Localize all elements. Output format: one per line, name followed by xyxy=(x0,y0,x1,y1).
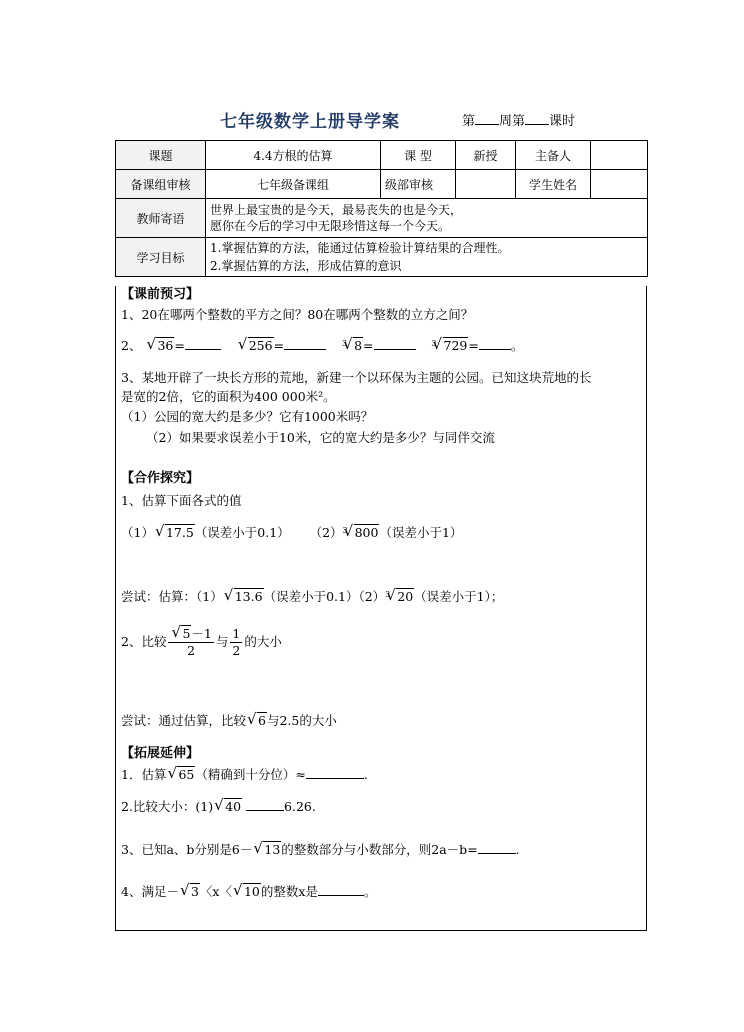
type-label: 课 型 xyxy=(381,141,456,170)
topic-label: 课题 xyxy=(116,141,206,170)
type-value: 新授 xyxy=(456,141,516,170)
preview-q3-line2: 是宽的2倍，它的面积为400 000米²。 xyxy=(121,389,336,404)
info-table xyxy=(115,140,648,277)
cbrt-8: √ 8 xyxy=(344,337,363,355)
topic-value: 4.4方根的估算 xyxy=(206,141,381,170)
coop-try1: 尝试：估算：（1）√ 13.6（误差小于$0.1)(2)^3√$ 20（误差小于1）； xyxy=(121,588,503,606)
sqrt-6: √ 6 xyxy=(248,712,267,730)
sqrt-3: √ 3 xyxy=(181,883,200,901)
cbrt-729: √ 729 xyxy=(434,337,469,355)
page-title: 七年级数学上册导学案 xyxy=(220,112,400,132)
review-label: 备课组审核 xyxy=(116,170,206,199)
cbrt-20: √ 20 xyxy=(387,588,414,606)
answer-blank[interactable] xyxy=(479,337,511,350)
student-value[interactable] xyxy=(591,170,648,199)
answer-blank[interactable] xyxy=(374,337,416,350)
student-label: 学生姓名 xyxy=(516,170,591,199)
answer-blank[interactable] xyxy=(246,798,284,811)
goals-text: 1.掌握估算的方法，能通过估算检验计算结果的合理性。 2.掌握估算的方法，形成估算的意识 xyxy=(206,238,648,277)
sqrt-10: √ 10 xyxy=(234,883,261,901)
row-goals xyxy=(116,238,648,277)
ext-q2: 2.比较大小：(1)√ 40 6.26. xyxy=(121,798,316,816)
preview-q3-a: （1）公园的宽大约是多少？它有1000米吗？ xyxy=(121,409,374,424)
sqrt-256: √ 256 xyxy=(239,337,274,355)
sqrt-36: √ 36 xyxy=(147,337,174,355)
preparer-label: 主备人 xyxy=(516,141,591,170)
sqrt-13: √ 13 xyxy=(254,841,281,859)
section-ext-heading: 【拓展延伸】 xyxy=(121,746,200,761)
sqrt-17-5: √ 17.5 xyxy=(156,524,195,542)
ext-q3: 3、已知a、b分别是6－√ 13的整数部分与小数部分，则2a－b= . xyxy=(121,841,520,859)
preview-q1: 1、20在哪两个整数的平方之间？80在哪两个整数的立方之间？ xyxy=(121,307,474,322)
cbrt-800: √ 800 xyxy=(345,524,380,542)
sqrt-13-6: √ 13.6 xyxy=(225,588,264,606)
preview-q3-b: （2）如果要求误差小于10米，它的宽大约是多少？与同伴交流 xyxy=(146,430,495,445)
row-topic xyxy=(116,141,648,170)
preparer-value[interactable] xyxy=(591,141,648,170)
message-text: 世界上最宝贵的是今天，最易丧失的也是今天， 愿你在今后的学习中无限珍惜这每一个今天。 xyxy=(206,199,648,238)
header xyxy=(0,107,744,132)
answer-blank[interactable] xyxy=(478,841,516,854)
answer-blank[interactable] xyxy=(318,883,364,896)
dept-label: 级部审核 xyxy=(381,170,456,199)
coop-q1-items: （1）√ 17.5（误差小于0.1） $(2)^3√$ 800（误差小于1） xyxy=(121,524,462,542)
answer-blank[interactable] xyxy=(306,766,364,779)
week-lesson: 第 周第 课时 xyxy=(462,114,576,129)
sqrt-65: √ 65 xyxy=(168,766,195,784)
dept-value[interactable] xyxy=(456,170,516,199)
ext-q4: 4、满足－√ 3〈x〈√ 10的整数x是 。 xyxy=(121,883,376,901)
sqrt-40: √ 40 xyxy=(215,798,242,816)
answer-blank[interactable] xyxy=(185,337,221,350)
answer-blank[interactable] xyxy=(284,337,326,350)
preview-q3-line1: 3、某地开辟了一块长方形的荒地，新建一个以环保为主题的公园。已知这块荒地的长 xyxy=(121,370,592,385)
preview-q2: 2、 √ 36= √ 256= $^3$√ 8= $^3$√ 729= 。 xyxy=(121,337,523,355)
message-label: 教师寄语 xyxy=(116,199,206,238)
row-review xyxy=(116,170,648,199)
section-preview-heading: 【课前预习】 xyxy=(121,287,200,302)
section-coop-heading: 【合作探究】 xyxy=(121,471,200,486)
coop-q1: 1、估算下面各式的值 xyxy=(121,493,242,508)
row-message xyxy=(116,199,648,238)
lesson-blank[interactable] xyxy=(525,112,549,125)
fraction-half: $\frac{1}{2}$ xyxy=(232,626,241,658)
goals-label: 学习目标 xyxy=(116,238,206,277)
coop-try2: 尝试：通过估算，比较√ 6与2.5的大小 xyxy=(121,712,337,730)
review-value: 七年级备课组 xyxy=(206,170,381,199)
coop-q2: 2、比较 √ $\frac{5-1}{2}$ 与 $\frac{1}{2}$ 的大小 xyxy=(121,626,282,659)
content-area xyxy=(115,286,647,931)
fraction-sqrt5: √ $\frac{5-1}{2}$ xyxy=(168,626,213,659)
week-blank[interactable] xyxy=(475,112,499,125)
ext-q1: 1．估算√ 65（精确到十分位）≈ . xyxy=(121,766,368,784)
